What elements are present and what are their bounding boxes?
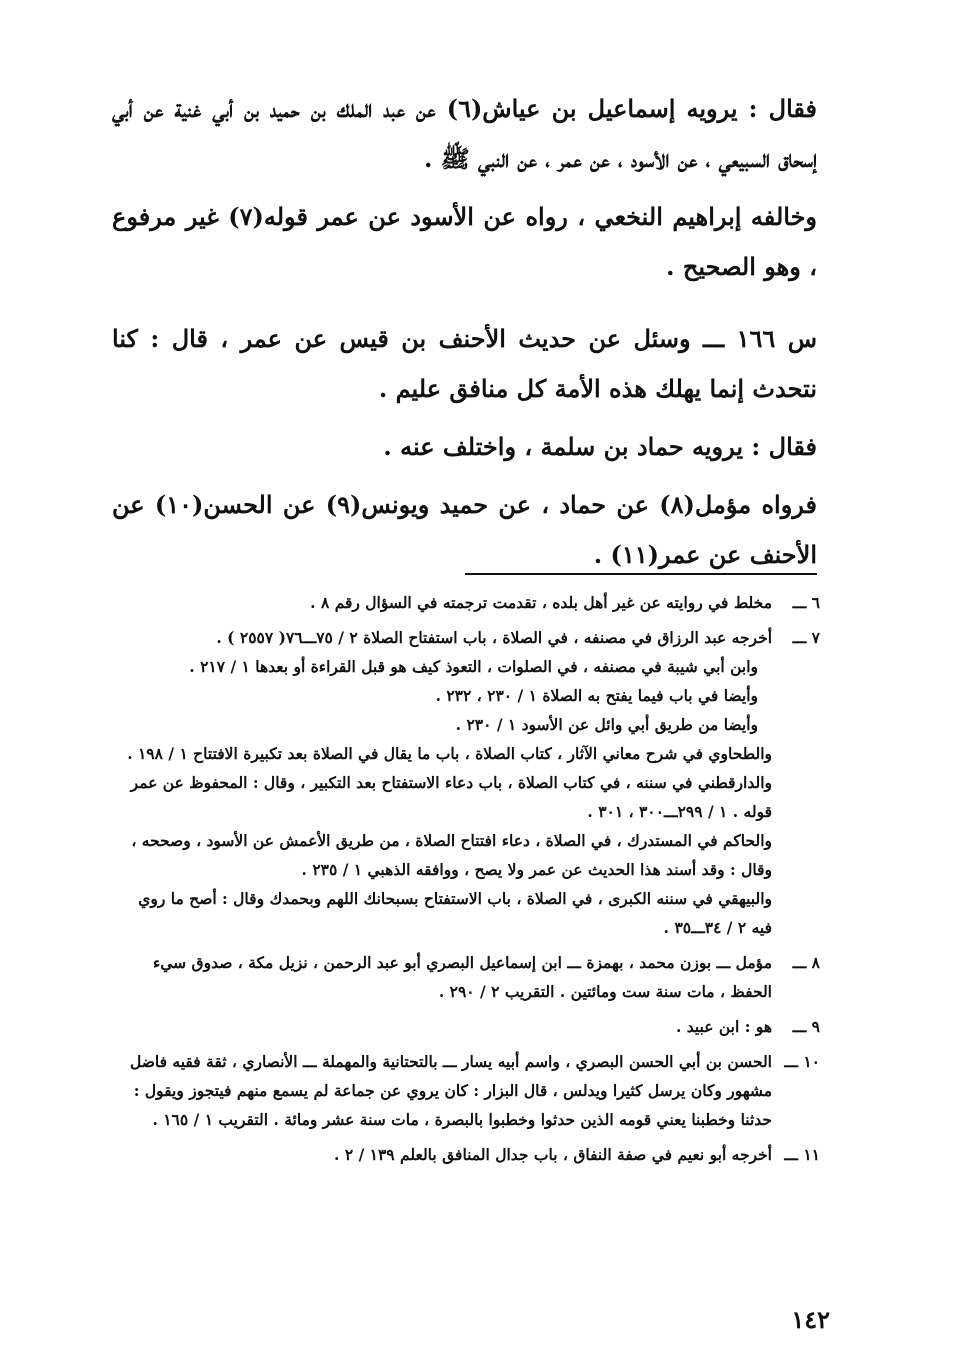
- footnote-8: [120, 948, 820, 1006]
- footnote-10: [120, 1047, 820, 1134]
- paragraph-4: فقال : يرويه حماد بن سلمة ، واختلف عنه .: [383, 432, 817, 461]
- footnote-number: ١١ ـــ: [784, 1145, 820, 1164]
- footnote-number: ٩ ـــ: [792, 1017, 820, 1036]
- footnote-text: أخرجه عبد الرزاق في مصنفه ، في الصلاة ، باب استفتاح الصلاة ٢ / ٧٥ـــ٧٦( ٢٥٥٧ ) .: [216, 628, 772, 647]
- footnote-number: ٦ ـــ: [792, 593, 820, 612]
- footnotes: [120, 588, 820, 1175]
- footnote-text: والطحاوي في شرح معاني الآثار ، كتاب الصلاة ، باب ما يقال في الصلاة بعد تكبيرة الافتتاح ١ / ١٩٨ .: [127, 744, 772, 763]
- footnote-text: الحسن بن أبي الحسن البصري ، واسم أبيه يسار ـــ بالتحتانية والمهملة ـــ الأنصاري ، ثقة فقيه فاضل مشهور وكان يرسل كثيرا ويدلس ، قال البزار : كان يروي عن جماعة لم يسمع منهم فيتجوز ويقول : حدثنا وخطبنا يعني قومه الذين حدثوا وخطبوا بالبصرة ، مات سنة عشر ومائة . التقريب ١ / ١٦٥ .: [130, 1052, 772, 1129]
- page-number: ١٤٢: [791, 1305, 830, 1334]
- footnote-text: هو : ابن عبيد .: [675, 1017, 772, 1036]
- footnote-number: ٧ ـــ: [792, 628, 820, 647]
- paragraph-1: فقال : يرويه إسماعيل بن عياش(٦) عن عبد الملك بن حميد بن أبي غنية عن أبي إسحاق السبيعي ، عن الأسود ، عن عمر ، عن النبي ﷺ .: [112, 94, 817, 173]
- footnote-text: وابن أبي شيبة في مصنفه ، في الصلوات ، التعوذ كيف هو قبل القراءة أو بعدها ١ / ٢١٧ .: [189, 657, 758, 676]
- footnote-number: ١٠ ـــ: [784, 1052, 820, 1071]
- footnote-6: [120, 588, 820, 617]
- footnote-text: وأيضا في باب فيما يفتح به الصلاة ١ / ٢٣٠ ، ٢٣٢ .: [435, 686, 758, 705]
- footnote-text: وأيضا من طريق أبي وائل عن الأسود ١ / ٢٣٠ .: [455, 715, 758, 734]
- paragraph-5: فرواه مؤمل(٨) عن حماد ، عن حميد ويونس(٩) عن الحسن(١٠) عن الأحنف عن عمر(١١) .: [112, 490, 818, 569]
- footnote-7: [120, 623, 820, 942]
- footnote-text: والحاكم في المستدرك ، في الصلاة ، دعاء افتتاح الصلاة ، من طريق الأعمش عن الأسود ، وصححه ، وقال : وقد أسند هذا الحديث عن عمر ولا يصح ، ووافقه الذهبي ١ / ٢٣٥ .: [131, 831, 772, 879]
- footnote-9: [120, 1012, 820, 1041]
- footnote-number: ٨ ـــ: [792, 953, 820, 972]
- paragraph-2: وخالفه إبراهيم النخعي ، رواه عن الأسود عن عمر قوله(٧) غير مرفوع ، وهو الصحيح .: [112, 202, 817, 281]
- footnote-text: والدارقطني في سننه ، في كتاب الصلاة ، باب دعاء الاستفتاح بعد التكبير ، وقال : المحفوظ عن عمر قوله . ١ / ٢٩٩ـــ٣٠٠ ، ٣٠١ .: [130, 773, 772, 821]
- footnote-text: أخرجه أبو نعيم في صفة النفاق ، باب جدال المنافق بالعلم ١٣٩ / ٢ .: [334, 1145, 772, 1164]
- footnote-text: مخلط في روايته عن غير أهل بلده ، تقدمت ترجمته في السؤال رقم ٨ .: [310, 593, 772, 612]
- footnote-text: والبيهقي في سننه الكبرى ، في الصلاة ، باب الاستفتاح بسبحانك اللهم وبحمدك وقال : أصح ما روي فيه ٢ / ٣٤ـــ٣٥ .: [138, 889, 772, 937]
- footnote-11: [120, 1140, 820, 1169]
- question-166: س ١٦٦ ـــ وسئل عن حديث الأحنف بن قيس عن عمر ، قال : كنا نتحدث إنما يهلك هذه الأمة كل منافق عليم .: [112, 324, 818, 403]
- footnote-text: مؤمل ـــ بوزن محمد ، بهمزة ـــ ابن إسماعيل البصري أبو عبد الرحمن ، نزيل مكة ، صدوق سيء الحفظ ، مات سنة ست ومائتين . التقريب ٢ / ٢٩٠ .: [152, 953, 772, 1001]
- main-text: [112, 84, 817, 588]
- footnote-divider: [465, 573, 817, 575]
